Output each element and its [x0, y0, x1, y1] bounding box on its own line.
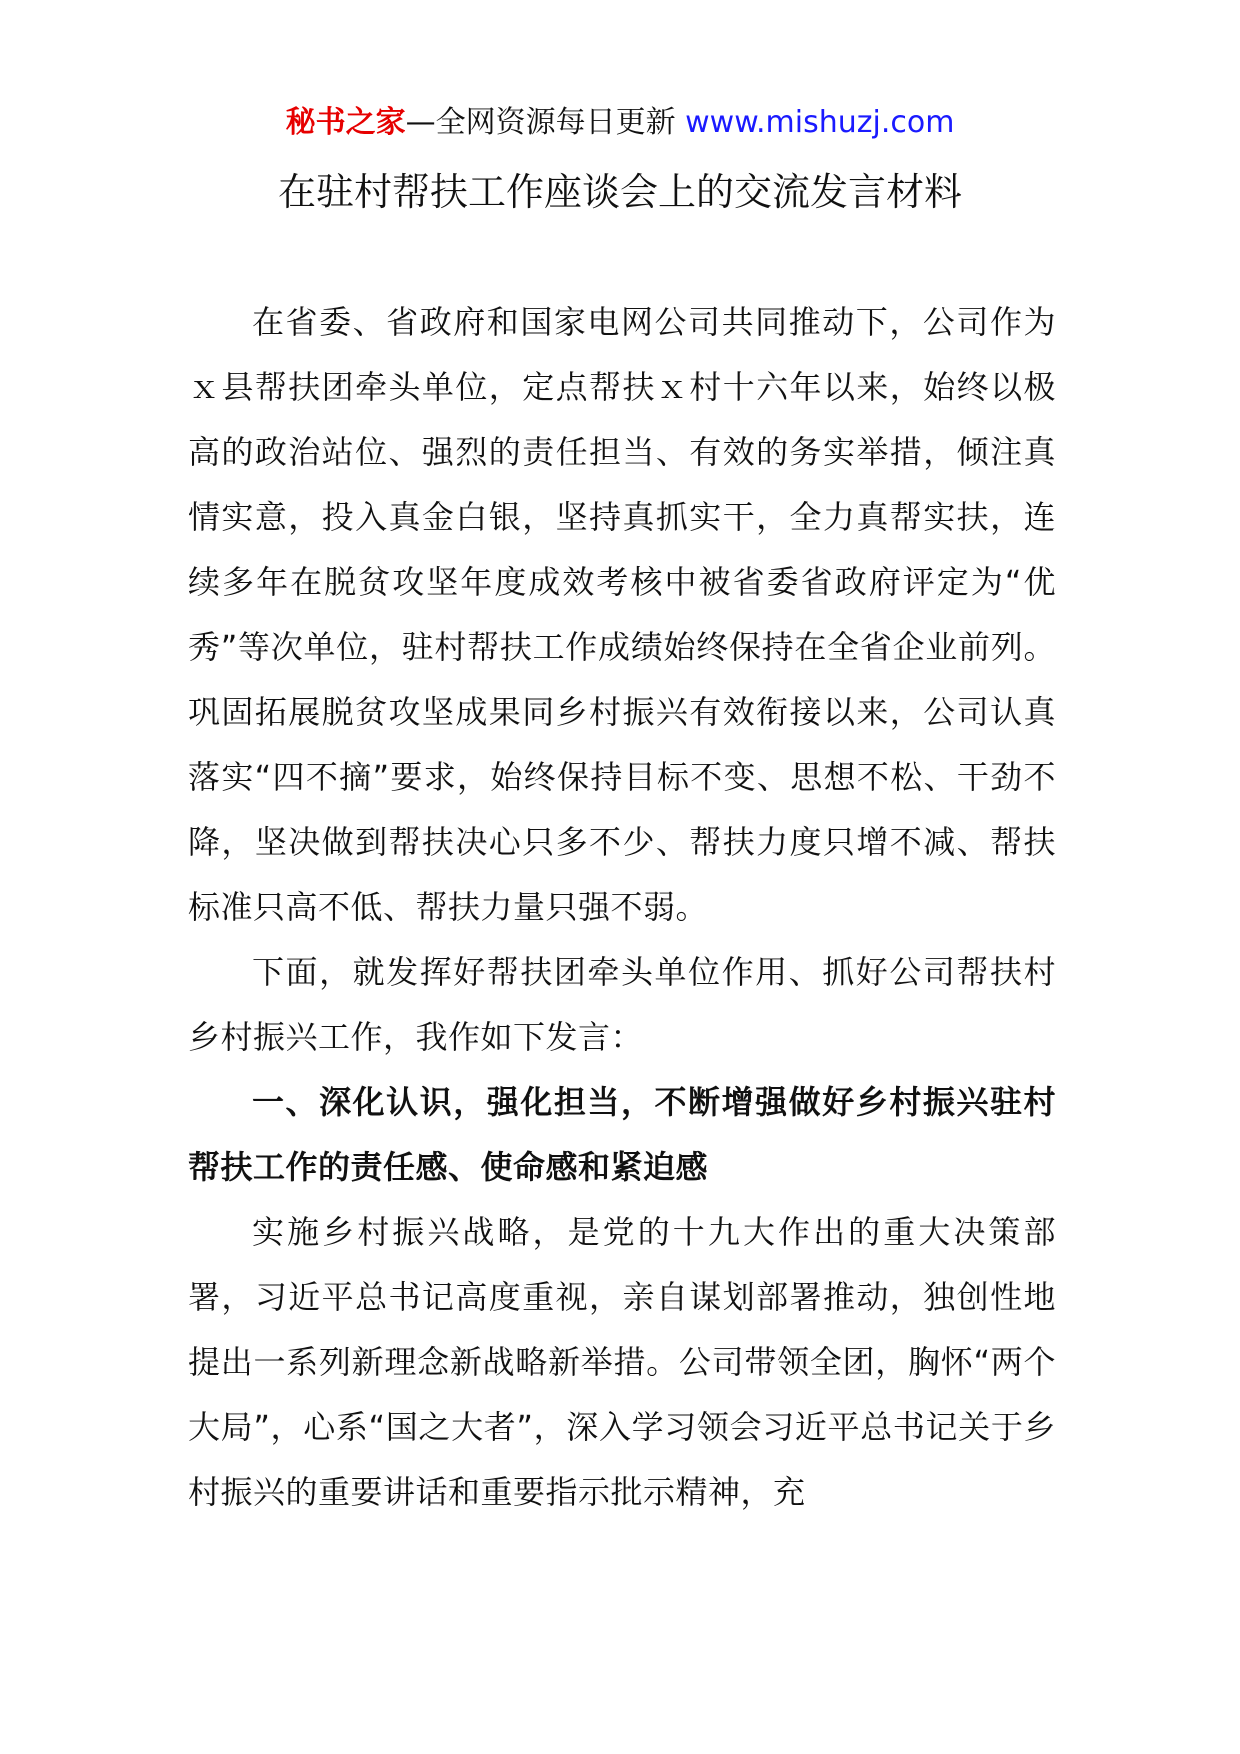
header-slogan: —全网资源每日更新 — [405, 105, 676, 140]
document-body — [188, 290, 1056, 1525]
paragraph-section-1: 实施乡村振兴战略，是党的十九大作出的重大决策部署，习近平总书记高度重视，亲自谋划部署推动，独创性地提出一系列新理念新战略新举措。公司带领全团，胸怀“两个大局”，心系“国之大者”，深入学习领会习近平总书记关于乡村振兴的重要讲话和重要指示批示精神，充 — [188, 1213, 1056, 1511]
site-url: www.mishuzj.com — [685, 105, 955, 140]
document-title: 在驻村帮扶工作座谈会上的交流发言材料 — [277, 170, 962, 214]
brand-name: 秘书之家 — [285, 105, 406, 140]
section-heading-1: 一、深化认识，强化担当，不断增强做好乡村振兴驻村帮扶工作的责任感、使命感和紧迫感 — [188, 1083, 1056, 1186]
site-header — [0, 100, 1240, 146]
paragraph-intro: 在省委、省政府和国家电网公司共同推动下，公司作为ｘ县帮扶团牵头单位，定点帮扶ｘ村十六年以来，始终以极高的政治站位、强烈的责任担当、有效的务实举措，倾注真情实意，投入真金白银，坚持真抓实干，全力真帮实扶，连续多年在脱贫攻坚年度成效考核中被省委省政府评定为“优秀”等次单位，驻村帮扶工作成绩始终保持在全省企业前列。巩固拓展脱贫攻坚成果同乡村振兴有效衔接以来，公司认真落实“四不摘”要求，始终保持目标不变、思想不松、干劲不降，坚决做到帮扶决心只多不少、帮扶力度只增不减、帮扶标准只高不低、帮扶力量只强不弱。 — [188, 303, 1056, 926]
paragraph-lead-in: 下面，就发挥好帮扶团牵头单位作用、抓好公司帮扶村乡村振兴工作，我作如下发言： — [188, 953, 1056, 1056]
